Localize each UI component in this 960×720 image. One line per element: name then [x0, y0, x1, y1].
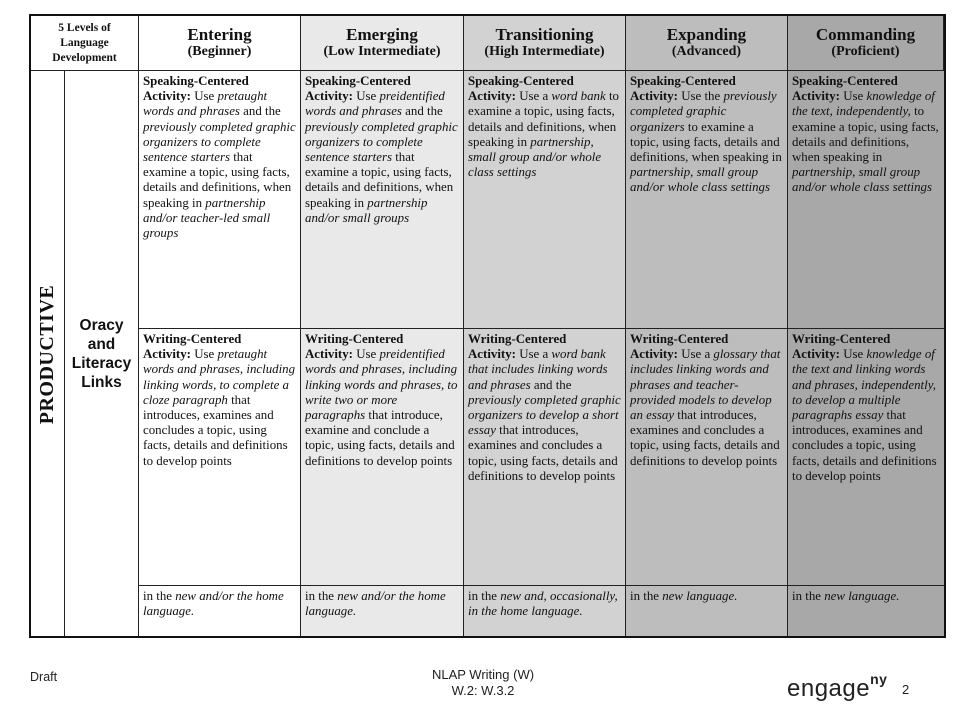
italic-text: previously completed graphic organizers to complete sentence starters — [305, 119, 458, 165]
brand-logo — [787, 671, 888, 703]
writing-cell-commanding — [788, 329, 944, 586]
italic-text: preidentified words and phrases, including linking words and phrases, to write two or more paragraphs — [305, 347, 458, 423]
text-run: in the — [630, 589, 663, 603]
italic-text: partnership and/or teacher-led small groups — [143, 195, 271, 241]
level-name: Emerging — [346, 25, 418, 44]
italic-text: knowledge of the text, independently, — [792, 89, 935, 119]
italic-text: previously completed graphic organizers to complete sentence starters — [143, 119, 296, 165]
text-run: that introduce, examine and conclude a topic, using facts, details and definitions to develop points — [305, 408, 455, 468]
footer-status: Draft — [30, 670, 58, 684]
text-run: that introduces, examines and concludes a topic, using facts, details and definitions to develop points — [630, 408, 780, 468]
writing-cell-expanding — [626, 329, 788, 586]
level-header-emerging — [301, 16, 464, 71]
bold-text: Activity: — [468, 89, 516, 104]
bold-text: Activity: — [305, 347, 353, 362]
link-label: Oracy and Literacy Links — [71, 317, 132, 391]
bold-text: Speaking-Centered — [143, 74, 249, 88]
italic-text: new language. — [824, 589, 900, 603]
text-run: Use a — [515, 347, 552, 362]
language-levels-table — [29, 14, 946, 638]
italic-text: knowledge of the text and linking words and phrases, independently, to develop a multiple paragraphs essay — [792, 347, 936, 423]
footer-doc-title: NLAP Writing (W) — [431, 667, 535, 682]
italic-text: previously completed graphic organizers to develop a short essay — [468, 392, 621, 438]
text-run: and the — [530, 377, 572, 392]
language-cell-emerging — [301, 586, 464, 638]
italic-text: pretaught words and phrases, including linking words, to complete a cloze paragraph — [143, 347, 296, 407]
italic-text: previously completed graphic organizers — [630, 89, 777, 134]
italic-text: preidentified words and phrases — [305, 89, 445, 119]
level-header-transitioning — [464, 16, 626, 71]
bold-text: Writing-Centered — [792, 332, 891, 346]
bold-text: Activity: — [143, 89, 191, 104]
speaking-cell-transitioning — [464, 71, 626, 329]
bold-text: Activity: — [630, 347, 678, 362]
text-run: that examine a topic, using facts, details and definitions, when speaking in — [143, 150, 292, 210]
italic-text: new and/or the home language. — [305, 589, 446, 619]
speaking-cell-commanding — [788, 71, 944, 329]
italic-text: glossary that includes linking words and phrases and teacher-provided models to develop an essay — [630, 347, 781, 423]
text-run: that introduces, examines and concludes a topic, using facts, details and definitions to develop points — [792, 408, 937, 483]
bold-text: Activity: — [792, 89, 840, 104]
text-run: Use — [352, 347, 380, 362]
text-run: Use — [839, 347, 867, 362]
language-cell-transitioning — [464, 586, 626, 638]
level-subtitle: (Beginner) — [187, 44, 252, 59]
italic-text: partnership, small group and/or whole class settings — [792, 165, 933, 195]
italic-text: partnership, small group and/or whole class settings — [468, 134, 602, 180]
bold-text: Activity: — [143, 347, 191, 362]
level-name: Expanding — [666, 25, 747, 44]
writing-cell-entering — [139, 329, 301, 586]
bold-text: Speaking-Centered — [792, 74, 898, 88]
speaking-cell-entering — [139, 71, 301, 329]
bold-text: Writing-Centered — [468, 332, 567, 346]
bold-text: Activity: — [630, 89, 678, 104]
brand-text: engage — [787, 675, 871, 702]
level-subtitle: (Advanced) — [671, 44, 742, 59]
text-run: in the — [143, 589, 176, 603]
writing-cell-emerging — [301, 329, 464, 586]
text-run: that examine a topic, using facts, details and definitions, when speaking in — [305, 150, 454, 210]
text-run: and the — [239, 104, 281, 119]
bold-text: Activity: — [305, 89, 353, 104]
page-number: 2 — [902, 682, 910, 697]
language-cell-entering — [139, 586, 301, 638]
level-header-entering — [139, 16, 301, 71]
italic-text: pretaught words and phrases — [143, 89, 268, 119]
level-name: Commanding — [815, 25, 916, 44]
level-header-commanding — [788, 16, 944, 71]
bold-text: Speaking-Centered — [305, 74, 411, 88]
italic-text: partnership, small group and/or whole class settings — [630, 165, 771, 195]
category-cell — [31, 71, 65, 638]
writing-cell-transitioning — [464, 329, 626, 586]
bold-text: Activity: — [468, 347, 516, 362]
level-subtitle: (Low Intermediate) — [323, 44, 441, 59]
level-subtitle: (Proficient) — [831, 44, 900, 59]
bold-text: Speaking-Centered — [468, 74, 574, 88]
brand-superscript: ny — [870, 671, 888, 687]
text-run: that introduces, examines and concludes a topic, using facts, details and definitions to develop points — [468, 423, 618, 483]
text-run: to examine a topic, using facts, details and definitions, when speaking in — [630, 119, 782, 165]
italic-text: new language. — [662, 589, 738, 603]
text-run: Use a — [677, 347, 714, 362]
footer-doc-code: W.2: W.3.2 — [451, 683, 515, 698]
text-run: Use — [352, 89, 380, 104]
text-run: to examine a topic, using facts, details and definitions, when speaking in — [468, 89, 619, 149]
link-label-cell — [65, 71, 139, 638]
text-run: Use — [190, 347, 218, 362]
bold-text: Writing-Centered — [305, 332, 404, 346]
text-run: in the — [468, 589, 501, 603]
speaking-cell-expanding — [626, 71, 788, 329]
text-run: Use the — [677, 89, 724, 104]
level-subtitle: (High Intermediate) — [484, 44, 605, 59]
text-run: Use — [190, 89, 218, 104]
italic-text: partnership and/or small groups — [305, 195, 428, 225]
italic-text: new and, occasionally, in the home language. — [468, 589, 618, 619]
language-cell-expanding — [626, 586, 788, 638]
bold-text: Writing-Centered — [630, 332, 729, 346]
text-run: and the — [401, 104, 443, 119]
levels-label: 5 Levels of Language Development — [52, 21, 117, 64]
bold-text: Speaking-Centered — [630, 74, 736, 88]
category-label: PRODUCTIVE — [36, 284, 59, 424]
level-name: Entering — [187, 25, 252, 44]
text-run: in the — [792, 589, 825, 603]
text-run: to examine a topic, using facts, details and definitions, when speaking in — [792, 104, 939, 165]
text-run: that introduces, examines and concludes a topic, using facts, details and definitions to develop points — [143, 392, 288, 468]
bold-text: Activity: — [792, 347, 840, 362]
level-header-expanding — [626, 16, 788, 71]
bold-text: Writing-Centered — [143, 332, 242, 346]
corner-header — [31, 16, 139, 71]
italic-text: new and/or the home language. — [143, 589, 284, 619]
speaking-cell-emerging — [301, 71, 464, 329]
text-run: Use — [839, 89, 867, 104]
italic-text: word bank — [551, 89, 606, 104]
text-run: Use a — [515, 89, 552, 104]
level-name: Transitioning — [495, 25, 594, 44]
italic-text: word bank that includes linking words and phrases — [468, 347, 608, 392]
text-run: in the — [305, 589, 338, 603]
language-cell-commanding — [788, 586, 944, 638]
